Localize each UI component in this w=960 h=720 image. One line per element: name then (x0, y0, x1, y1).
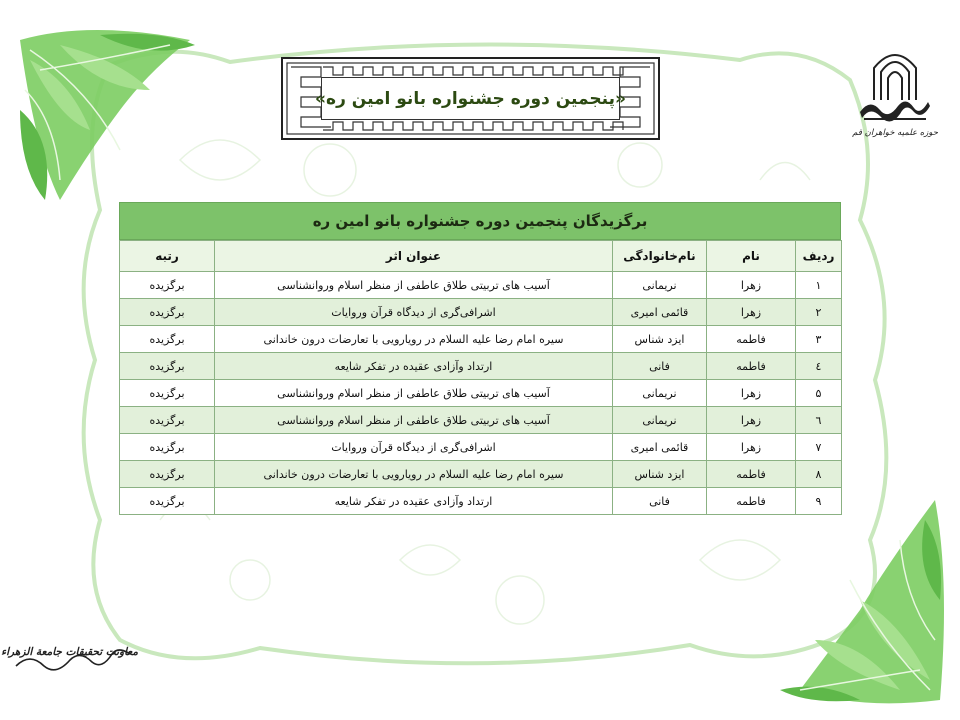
cell-work-title: سیره امام رضا علیه السلام در رویارویی با تعارضات درون خاندانی (215, 461, 613, 488)
logo-caption: حوزه علمیه خواهران قم (852, 128, 938, 138)
table-row (120, 488, 842, 515)
header-row-no: ردیف (796, 241, 842, 272)
cell-row-no: ۷ (796, 434, 842, 461)
cell-first-name: فاطمه (707, 326, 796, 353)
plaque-title-box (315, 77, 626, 120)
cell-work-title: آسیب های تربیتی طلاق عاطفی از منظر اسلام وروانشناسی (215, 407, 613, 434)
cell-rank: برگزیده (120, 434, 215, 461)
cell-work-title: اشرافی‌گری از دیدگاه قرآن وروایات (215, 434, 613, 461)
winners-grid (119, 240, 842, 515)
table-row (120, 326, 842, 353)
cell-last-name: قائمی امیری (613, 434, 707, 461)
cell-first-name: زهرا (707, 272, 796, 299)
table-row (120, 407, 842, 434)
cell-rank: برگزیده (120, 326, 215, 353)
cell-row-no: ۲ (796, 299, 842, 326)
cell-work-title: آسیب های تربیتی طلاق عاطفی از منظر اسلام وروانشناسی (215, 380, 613, 407)
cell-rank: برگزیده (120, 407, 215, 434)
table-row (120, 380, 842, 407)
cell-row-no: ۳ (796, 326, 842, 353)
table-row (120, 299, 842, 326)
cell-work-title: ارتداد وآزادی عقیده در تفکر شایعه (215, 488, 613, 515)
cell-last-name: نریمانی (613, 407, 707, 434)
header-rank: رتبه (120, 241, 215, 272)
cell-rank: برگزیده (120, 380, 215, 407)
cell-rank: برگزیده (120, 299, 215, 326)
table-row (120, 434, 842, 461)
header-last-name: نام‌خانوادگی (613, 241, 707, 272)
signature-text: معاونت تحقیقات جامعة الزهراء (1, 646, 138, 658)
cell-work-title: اشرافی‌گری از دیدگاه قرآن وروایات (215, 299, 613, 326)
cell-last-name: نریمانی (613, 380, 707, 407)
cell-last-name: نریمانی (613, 272, 707, 299)
cell-last-name: فانی (613, 488, 707, 515)
cell-row-no: ۹ (796, 488, 842, 515)
table-row (120, 461, 842, 488)
cell-row-no: ۸ (796, 461, 842, 488)
cell-row-no: ٤ (796, 353, 842, 380)
cell-first-name: زهرا (707, 434, 796, 461)
cell-work-title: آسیب های تربیتی طلاق عاطفی از منظر اسلام وروانشناسی (215, 272, 613, 299)
cell-first-name: زهرا (707, 299, 796, 326)
cell-row-no: ۱ (796, 272, 842, 299)
cell-first-name: زهرا (707, 380, 796, 407)
winners-table (119, 202, 841, 515)
cell-rank: برگزیده (120, 488, 215, 515)
page-title: «پنجمین دوره جشنواره بانو امین ره» (315, 88, 626, 109)
cell-rank: برگزیده (120, 272, 215, 299)
cell-last-name: فانی (613, 353, 707, 380)
cell-last-name: ایزد شناس (613, 326, 707, 353)
table-row (120, 272, 842, 299)
cell-first-name: فاطمه (707, 488, 796, 515)
title-plaque (281, 57, 660, 140)
header-first-name: نام (707, 241, 796, 272)
cell-first-name: زهرا (707, 407, 796, 434)
cell-first-name: فاطمه (707, 353, 796, 380)
table-row (120, 353, 842, 380)
jamiat-alzahra-logo (854, 38, 936, 138)
cell-work-title: ارتداد وآزادی عقیده در تفکر شایعه (215, 353, 613, 380)
cell-last-name: ایزد شناس (613, 461, 707, 488)
cell-row-no: ٦ (796, 407, 842, 434)
cell-rank: برگزیده (120, 353, 215, 380)
table-title: برگزیدگان پنجمین دوره جشنواره بانو امین ره (119, 202, 841, 240)
table-header-row (120, 241, 842, 272)
header-work-title: عنوان اثر (215, 241, 613, 272)
cell-last-name: قائمی امیری (613, 299, 707, 326)
cell-first-name: فاطمه (707, 461, 796, 488)
cell-row-no: ۵ (796, 380, 842, 407)
cell-rank: برگزیده (120, 461, 215, 488)
cell-work-title: سیره امام رضا علیه السلام در رویارویی با تعارضات درون خاندانی (215, 326, 613, 353)
